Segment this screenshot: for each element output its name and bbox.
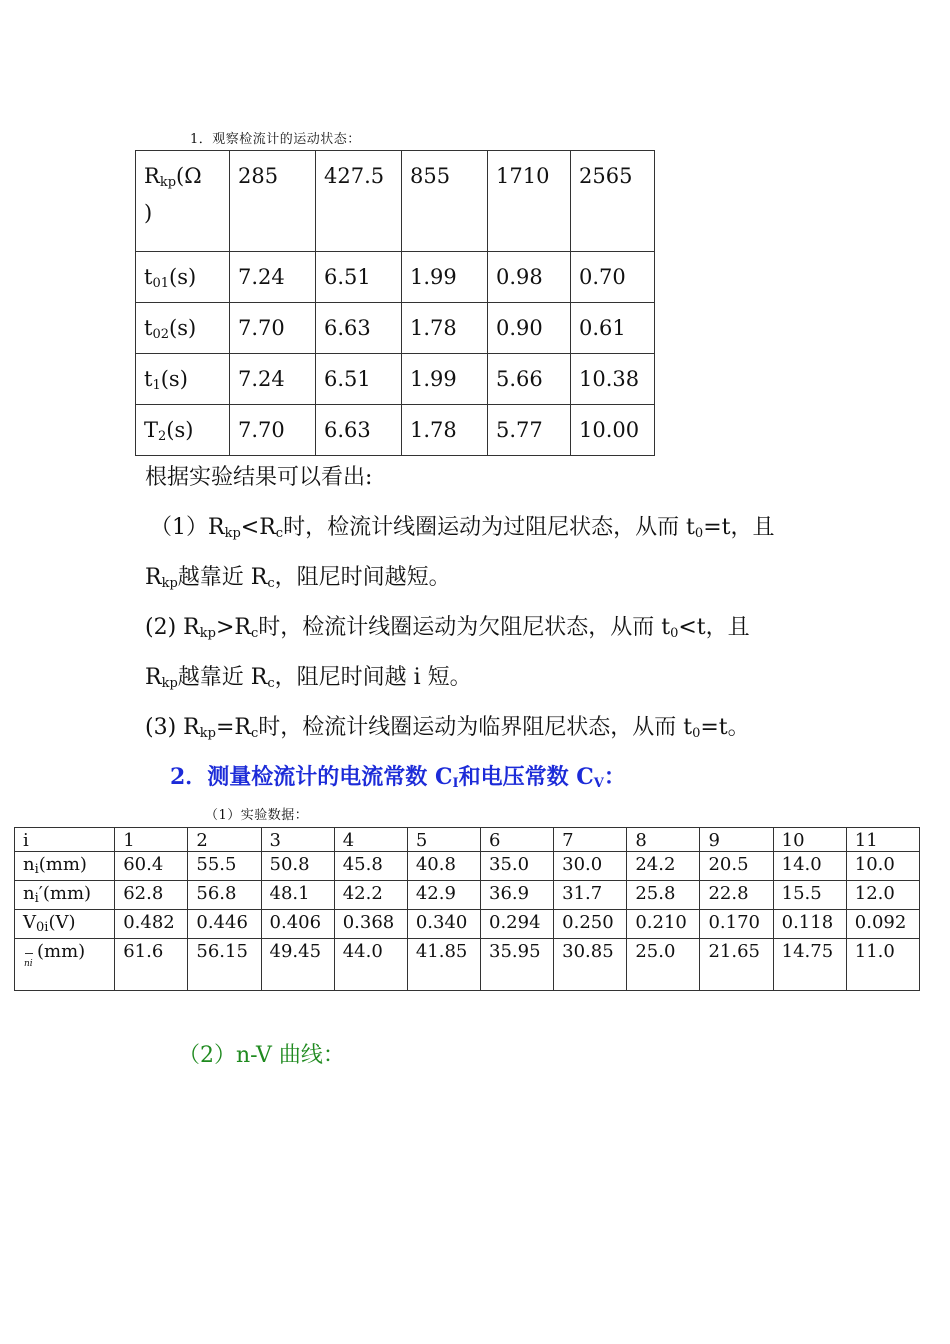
row-label-t02: $t_{02}(s)$: [136, 303, 230, 354]
table-cell: 49.45: [261, 939, 334, 991]
table-row: [136, 405, 655, 456]
header-index: 3: [261, 828, 334, 852]
table-row: [136, 252, 655, 303]
header-index: 6: [481, 828, 554, 852]
header-index: 5: [407, 828, 480, 852]
table-cell: 427.5: [316, 151, 402, 252]
experiment-data-table: [14, 827, 920, 991]
curve-title: （2）n-V 曲线：: [178, 1043, 345, 1068]
header-index: 9: [700, 828, 773, 852]
table-cell: 285: [230, 151, 316, 252]
table-cell: 0.118: [773, 910, 846, 939]
table-cell: 0.210: [627, 910, 700, 939]
header-index: 11: [846, 828, 919, 852]
row-label-t2: $T_2(s)$: [136, 405, 230, 456]
table-cell: 0.368: [334, 910, 407, 939]
table-cell: 0.250: [554, 910, 627, 939]
table-cell: 7.70: [230, 405, 316, 456]
header-index: 2: [188, 828, 261, 852]
table-cell: 30.0: [554, 852, 627, 881]
table-cell: 7.24: [230, 252, 316, 303]
table-cell: 0.98: [488, 252, 571, 303]
table-cell: 42.9: [407, 881, 480, 910]
table-cell: 10.0: [846, 852, 919, 881]
table-cell: 1.78: [402, 303, 488, 354]
table-cell: 24.2: [627, 852, 700, 881]
table-cell: 6.51: [316, 252, 402, 303]
table-cell: 55.5: [188, 852, 261, 881]
table-cell: 2565: [571, 151, 655, 252]
table-cell: 0.70: [571, 252, 655, 303]
table-cell: 0.340: [407, 910, 480, 939]
table-cell: 21.65: [700, 939, 773, 991]
table-cell: 30.85: [554, 939, 627, 991]
row-label-ni: $n_i(mm)$: [15, 852, 115, 881]
table-cell: 7.24: [230, 354, 316, 405]
row-label-n-bar: ni (mm): [15, 939, 115, 991]
table-cell: 62.8: [115, 881, 188, 910]
table-cell: 1.99: [402, 354, 488, 405]
table-cell: 7.70: [230, 303, 316, 354]
table-cell: 25.8: [627, 881, 700, 910]
row-label-v0i: $V_{0i}(V)$: [15, 910, 115, 939]
n-bar-symbol: ni: [23, 941, 37, 961]
table-cell: 6.51: [316, 354, 402, 405]
table-cell: 14.0: [773, 852, 846, 881]
header-index: 10: [773, 828, 846, 852]
row-label-t1: $t_1(s)$: [136, 354, 230, 405]
conclusion-item-2-line1: (2) $R_{kp}>R_c$时，检流计线圈运动为欠阻尼状态，从而 $t_0<t$，且: [145, 615, 750, 641]
table-cell: 1.78: [402, 405, 488, 456]
table-cell: 5.77: [488, 405, 571, 456]
table-row: [15, 881, 920, 910]
table-cell: 10.38: [571, 354, 655, 405]
section2-heading: 2．测量检流计的电流常数 $C_I$和电压常数 $C_V$：: [170, 764, 626, 791]
table-cell: 35.95: [481, 939, 554, 991]
table-cell: 5.66: [488, 354, 571, 405]
table-cell: 0.446: [188, 910, 261, 939]
table-cell: 0.170: [700, 910, 773, 939]
table-cell: 1710: [488, 151, 571, 252]
table-cell: 0.092: [846, 910, 919, 939]
table-cell: 31.7: [554, 881, 627, 910]
table-row: [15, 939, 920, 991]
table-row: [136, 354, 655, 405]
table-row: [15, 852, 920, 881]
conclusion-item-3: (3) $R_{kp}=R_c$时，检流计线圈运动为临界阻尼状态，从而 $t_0=t$。: [145, 715, 750, 741]
table-cell: 855: [402, 151, 488, 252]
table-cell: 50.8: [261, 852, 334, 881]
damping-state-table: [135, 150, 655, 456]
section1-caption: 1．观察检流计的运动状态：: [190, 132, 361, 147]
header-index: 8: [627, 828, 700, 852]
table-header-row: [15, 828, 920, 852]
table-cell: 35.0: [481, 852, 554, 881]
conclusion-intro: 根据实验结果可以看出:: [145, 465, 373, 490]
header-index: 4: [334, 828, 407, 852]
table-cell: 0.482: [115, 910, 188, 939]
table-cell: 0.294: [481, 910, 554, 939]
table-cell: 25.0: [627, 939, 700, 991]
table-cell: 40.8: [407, 852, 480, 881]
table-cell: 1.99: [402, 252, 488, 303]
table-cell: 12.0: [846, 881, 919, 910]
conclusion-item-1-line1: $(1)R_{kp}<R_c$时，检流计线圈运动为过阻尼状态，从而 $t_0=t$，且: [150, 515, 775, 541]
table-row: [136, 151, 655, 252]
row-label-rkp: $R_{kp}(\Omega$ ): [136, 151, 230, 252]
table-cell: 22.8: [700, 881, 773, 910]
header-index: 1: [115, 828, 188, 852]
table-cell: 6.63: [316, 405, 402, 456]
table-cell: 0.406: [261, 910, 334, 939]
row-label-ni-prime: $n_i'(mm)$: [15, 881, 115, 910]
table-cell: 60.4: [115, 852, 188, 881]
table-cell: 15.5: [773, 881, 846, 910]
table-cell: 14.75: [773, 939, 846, 991]
conclusion-item-2-line2: $R_{kp}$越靠近 $R_c$，阻尼时间越 i 短。: [145, 665, 472, 691]
header-index: 7: [554, 828, 627, 852]
table-cell: 56.15: [188, 939, 261, 991]
row-label-t01: $t_{01}(s)$: [136, 252, 230, 303]
table-row: [15, 910, 920, 939]
table-cell: 36.9: [481, 881, 554, 910]
table-cell: 41.85: [407, 939, 480, 991]
table-cell: 0.90: [488, 303, 571, 354]
table-cell: 0.61: [571, 303, 655, 354]
table-cell: 48.1: [261, 881, 334, 910]
table-cell: 61.6: [115, 939, 188, 991]
table-cell: 42.2: [334, 881, 407, 910]
table-cell: 6.63: [316, 303, 402, 354]
table-cell: 20.5: [700, 852, 773, 881]
table-cell: 56.8: [188, 881, 261, 910]
table-cell: 45.8: [334, 852, 407, 881]
header-label-i: i: [15, 828, 115, 852]
conclusion-item-1-line2: $R_{kp}$越靠近 $R_c$，阻尼时间越短。: [145, 565, 451, 591]
table-row: [136, 303, 655, 354]
table-cell: 10.00: [571, 405, 655, 456]
table-cell: 44.0: [334, 939, 407, 991]
section2-caption: （1）实验数据：: [205, 808, 309, 823]
table-cell: 11.0: [846, 939, 919, 991]
